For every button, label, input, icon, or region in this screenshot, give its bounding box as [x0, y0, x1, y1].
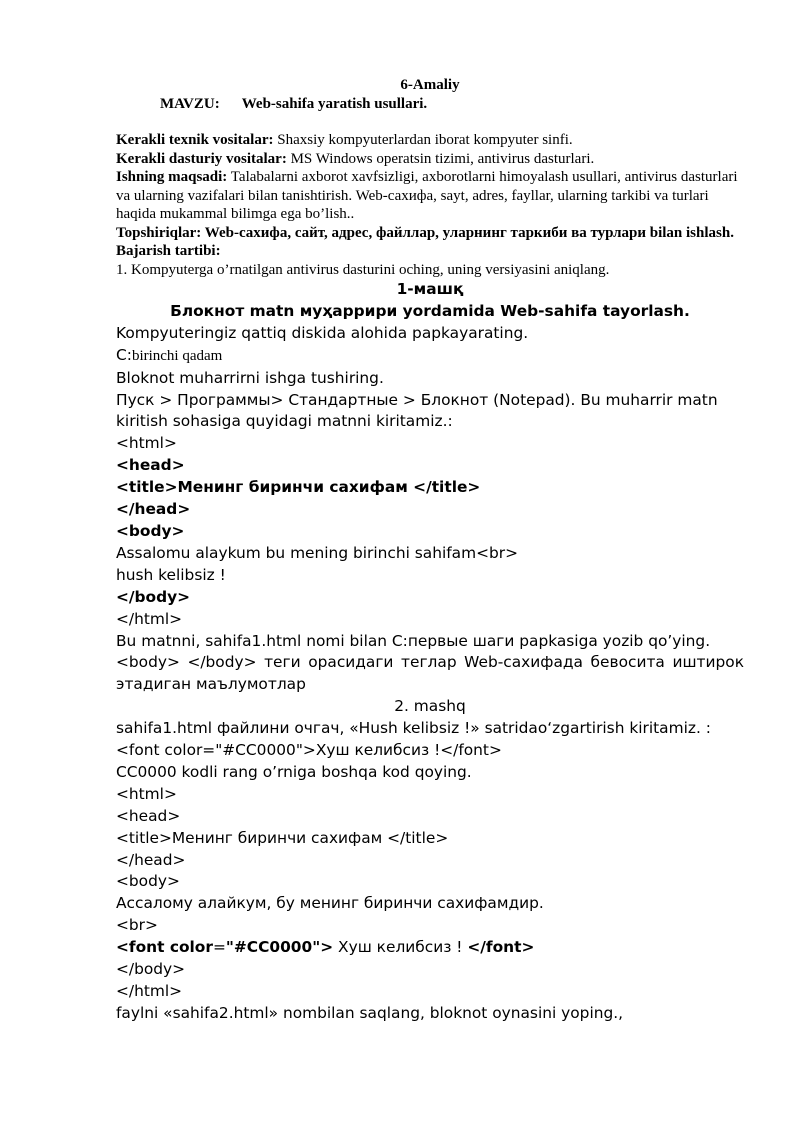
code-line: </head> [116, 500, 191, 519]
technical-tools [116, 131, 744, 150]
code-line: </head> [116, 850, 186, 869]
save-note: Bu matnni, sahifa1.html nomi bilan C:первые шаги papkasiga yozib qo’ying. [116, 631, 711, 650]
work-goal-label: Ishning maqsadi: [116, 169, 228, 185]
header-block [116, 76, 744, 279]
code-line: </html> [116, 982, 183, 1000]
exercise-1-subheading: Блокнот matn муҳаррири yordamida Web-sahifa tayorlash. [170, 301, 690, 320]
code-line: <body> [116, 872, 180, 891]
code-line: <title>Менинг биринчи сахифам </title> [116, 478, 481, 497]
exercise-2-line-1: sahifa1.html файлини очгач, «Hush kelibsiz !» satridaо‘zgartirish kiritamiz. : [116, 719, 711, 738]
code-line: <html> [116, 434, 177, 453]
exercise-1 [116, 279, 744, 696]
procedure-step-1: 1. Kompyuterga o’rnatilgan antivirus dasturini oching, uning versiyasini aniqlang. [116, 261, 610, 278]
font-open-b: = [212, 938, 226, 957]
topic-text: Web-sahifa yaratish usullari. [241, 95, 428, 112]
code-line: Ассалому алайкум, бу менинг биринчи сахифамдир. [116, 894, 544, 913]
topic-line [116, 95, 744, 114]
code-line-font [116, 937, 744, 959]
tags-note-line-1: <body> </body> теги орасидаги теглар Web-сахифада бевосита иштирок [116, 653, 744, 672]
drive-prefix: C: [116, 345, 132, 364]
code-line: </body> [116, 587, 191, 606]
code-line: Assalomu alaykum bu mening birinchi sahifam<br> [116, 543, 518, 562]
software-tools-text: MS Windows operatsin tizimi, antivirus dasturlari. [286, 150, 595, 167]
code-line: <body> [116, 521, 185, 540]
software-tools-label: Kerakli dasturiy vositalar: [116, 150, 287, 167]
exercise-2 [116, 696, 744, 1025]
code-line: <br> [116, 916, 158, 935]
exercise-1-line-1: Kompyuteringiz qattiq diskida alohida papkayarating. [116, 323, 529, 342]
code-line: <head> [116, 806, 181, 825]
font-close: </font> [467, 938, 535, 957]
exercise-2-line-3: CC0000 kodli rang o’rniga boshqa kod qoying. [116, 762, 472, 781]
document-page [116, 76, 744, 1025]
exercise-1-line-4: Пуск > Программы> Стандартные > Блокнот (Notepad). Bu muharrir matn kiritish sohasiga quyidagi matnni kiritamiz.: [116, 390, 718, 431]
tags-note-line-2: этадиган маълумотлар [116, 675, 306, 694]
folder-name: birinchi qadam [131, 347, 223, 364]
font-open-a: <font color [116, 938, 213, 957]
procedure-label: Bajarish tartibi: [116, 243, 221, 259]
work-goal-text: Talabalarni axborot xavfsizligi, axborotlarni himoyalash usullari, antivirus dasturlari va ularning vazifalari bilan tanishtirish. Web-сахифа, sayt, adres, fayllar, ularning tarkibi va turlari haqida mukammal bilimga ega bo’lish.. [116, 169, 738, 222]
exercise-1-heading: 1-машқ [396, 280, 464, 298]
code-line: </body> [116, 960, 186, 979]
code-line: <title>Менинг биринчи сахифам </title> [116, 828, 449, 847]
exercise-1-line-3: Bloknot muharrirni ishga tushiring. [116, 368, 384, 387]
tasks: Topshiriqlar: Web-сахифа, сайт, адрес, файллар, уларнинг таркиби ва турлари bilan ishlash. [116, 224, 734, 241]
technical-tools-text: Shaxsiy kompyuterlardan iborat kompyuter sinfi. [273, 132, 573, 148]
exercise-2-line-2: <font color="#CC0000">Хуш келибсиз !</font> [116, 741, 502, 760]
topic-label: MAVZU: [160, 95, 220, 112]
code-line: hush kelibsiz ! [116, 565, 226, 584]
software-tools [116, 150, 744, 169]
exercise-1-line-2 [116, 345, 744, 368]
font-text: Хуш келибсиз ! [333, 938, 468, 957]
font-open-c: "#CC0000"> [225, 938, 334, 957]
page-title: 6-Amaliy [400, 77, 460, 93]
code-line: <head> [116, 456, 185, 475]
technical-tools-label: Kerakli texnik vositalar: [116, 132, 274, 148]
work-goal [116, 168, 744, 224]
code-line: </html> [116, 609, 183, 628]
final-instruction: faylni «sahifa2.html» nombilan saqlang, bloknot oynasini yoping., [116, 1003, 624, 1022]
exercise-2-heading: 2. mashq [394, 697, 466, 716]
code-line: <html> [116, 784, 177, 803]
